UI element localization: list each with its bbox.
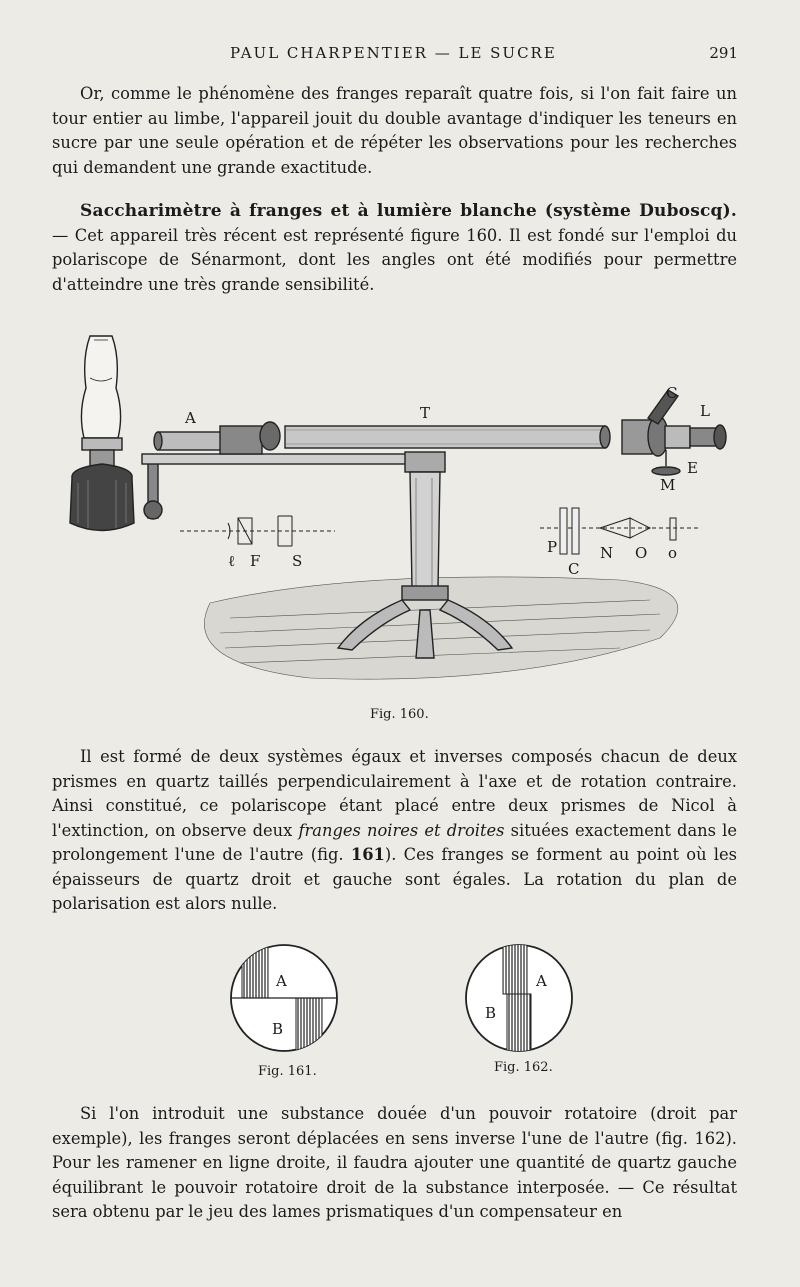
figure-160-artwork bbox=[70, 336, 726, 679]
figure-162-diagram bbox=[463, 942, 575, 1054]
para2-italic: franges noires et droites bbox=[298, 820, 505, 840]
figure-160-labels bbox=[184, 384, 710, 578]
section-heading: Saccharimètre à franges et à lumière blanche (système Duboscq). bbox=[80, 201, 737, 221]
fig162-label-B: B bbox=[485, 1004, 497, 1022]
label-C-top: C bbox=[666, 384, 678, 402]
main-tube bbox=[154, 422, 610, 454]
label-S: S bbox=[292, 552, 303, 570]
figure-160-caption: Fig. 160. bbox=[370, 707, 429, 722]
label-O: O bbox=[635, 544, 648, 562]
running-title: PAUL CHARPENTIER — LE SUCRE bbox=[230, 44, 557, 62]
label-L: L bbox=[700, 402, 710, 420]
para2-part2: situées exactement dans le prolongement l'une de l'autre (fig. bbox=[52, 820, 737, 864]
fig162-label-A: A bbox=[536, 972, 547, 990]
label-l: ℓ bbox=[228, 552, 236, 570]
label-N: N bbox=[600, 544, 614, 562]
fig161-label-A: A bbox=[276, 972, 287, 990]
paragraph-intro: Or, comme le phénomène des franges reparaît quatre fois, si l'on fait faire un tour entier au limbe, l'appareil jouit du double avantage d'indiquer les teneurs en sucre par une seule opération et de répéter les observations pour les recherches qui demandent une grande exactitude. bbox=[52, 84, 737, 177]
running-head bbox=[0, 44, 800, 68]
figure-161-diagram bbox=[228, 942, 340, 1054]
label-A: A bbox=[185, 409, 196, 427]
stand bbox=[338, 452, 512, 658]
para2-figref: 161 bbox=[350, 845, 385, 864]
oil-lamp bbox=[70, 336, 134, 531]
label-M: M bbox=[660, 476, 676, 494]
page-number: 291 bbox=[709, 44, 738, 62]
paragraph-polariscope bbox=[52, 745, 737, 917]
figure-160-saccharimeter-illustration bbox=[60, 318, 740, 696]
label-o: o bbox=[668, 544, 678, 562]
label-T: T bbox=[420, 404, 431, 422]
label-P: P bbox=[547, 538, 558, 556]
para2-part1: Il est formé de deux systèmes égaux et inverses composés chacun de deux prismes en quartz taillés perpendiculairement à l'axe et de rotation contraire. Ainsi constitué, ce polariscope étant placé entre deux prismes de Nicol à l'extinction, on observe deux bbox=[52, 747, 737, 840]
label-F: F bbox=[250, 552, 261, 570]
label-E: E bbox=[687, 459, 698, 477]
label-C-bottom: C bbox=[568, 560, 580, 578]
left-component-diagram bbox=[180, 516, 335, 546]
figure-161-caption: Fig. 161. bbox=[258, 1064, 317, 1079]
section-text: — Cet appareil très récent est représenté figure 160. Il est fondé sur l'emploi du polariscope de Sénarmont, dont les angles ont été modifiés pour permettre d'atteindre une très grande sensibilité. bbox=[52, 225, 737, 294]
figure-162-caption: Fig. 162. bbox=[494, 1060, 553, 1075]
para2-part3: ). Ces franges se forment au point où les épaisseurs de quartz droit et gauche sont égales. La rotation du plan de polarisation est alors nulle. bbox=[52, 845, 738, 913]
paragraph-rotatory-substance: Si l'on introduit une substance douée d'un pouvoir rotatoire (droit par exemple), les franges seront déplacées en sens inverse l'une de l'autre (fig. 162). Pour les ramener en ligne droite, il faudra ajouter une quantité de quartz gauche équilibrant le pouvoir rotatoire droit de la substance interposée. — Ce résultat sera obtenu par le jeu des lames prismatiques d'un compensateur en bbox=[52, 1104, 737, 1221]
lamp-bracket bbox=[144, 458, 162, 519]
slide-bar bbox=[142, 454, 432, 464]
paragraph-section-saccharimetre bbox=[52, 199, 737, 297]
analyzer-eyepiece bbox=[622, 390, 726, 475]
fig161-label-B: B bbox=[272, 1020, 284, 1038]
